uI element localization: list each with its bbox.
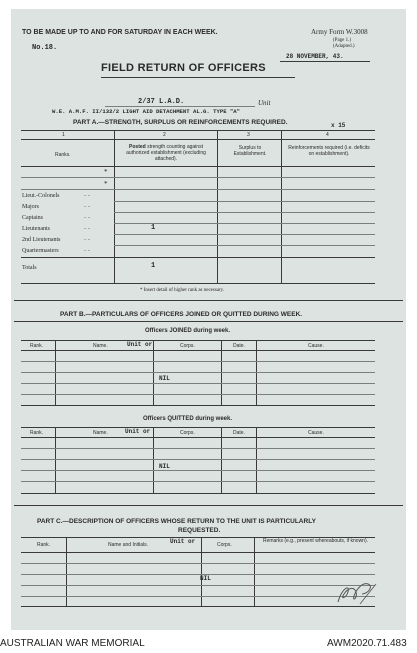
- part-a-title: PART A.—STRENGTH, SURPLUS OR REINFORCEMENTS REQUIRED.: [73, 119, 288, 126]
- part-c-separator: [14, 505, 403, 506]
- form-title: FIELD RETURN OF OFFICERS: [101, 62, 266, 74]
- star-1: *: [104, 168, 108, 176]
- rank-majors: Majors: [22, 204, 39, 210]
- joined-vline-3: [221, 340, 222, 406]
- joined-vline-1: [55, 340, 56, 406]
- joined-table-top: [21, 340, 375, 341]
- joined-header-rule: [21, 350, 375, 351]
- rank-quartermasters: Quartermasters: [22, 248, 59, 254]
- star-2: *: [104, 180, 108, 188]
- quitted-table-bottom: [21, 493, 375, 494]
- row-rule-6: [114, 234, 375, 235]
- totals-posted-value: 1: [151, 262, 156, 270]
- return-number: No.18.: [32, 44, 58, 52]
- joined-nil: NIL: [159, 375, 170, 382]
- dots-6: .. ..: [84, 248, 91, 253]
- joined-row-rule-1: [21, 361, 375, 362]
- col-number-2: 2: [163, 132, 166, 138]
- part-c-title-line1: PART C.—DESCRIPTION OF OFFICERS WHOSE RETURN TO THE UNIT IS PARTICULARLY: [37, 518, 316, 525]
- part-c-col-corps: Corps.: [217, 542, 232, 548]
- joined-col-name: Name.: [93, 343, 108, 349]
- joined-col-cause: Cause.: [308, 343, 324, 349]
- joined-col-rank: Rank.: [30, 343, 44, 349]
- part-a-vline-3: [281, 130, 282, 284]
- joined-col-date: Date.: [233, 343, 245, 349]
- row-rule-4: [114, 212, 375, 213]
- quitted-vline-3: [221, 427, 222, 494]
- date-underline: [280, 61, 370, 62]
- quitted-col-date: Date.: [233, 430, 245, 436]
- signature-mark: [332, 578, 382, 608]
- title-underline: [101, 77, 295, 78]
- rank-captains: Captains: [22, 215, 43, 221]
- unit-label: Unit: [258, 99, 271, 107]
- dots-1: .. ..: [84, 193, 91, 198]
- detachment-line: W.E. A.M.F. II/132/2 LIGHT AID DETACHMENT AL.G. TYPE "A": [52, 108, 240, 115]
- quitted-col-name: Name.: [93, 430, 108, 436]
- return-date: 28 NOVEMBER, 43.: [286, 53, 344, 60]
- part-c-col-remarks: Remarks (e.g., present whereabouts, if known).: [262, 538, 369, 544]
- quitted-header-rule: [21, 437, 375, 438]
- joined-col-corps: Corps.: [180, 343, 195, 349]
- joined-table-bottom: [21, 405, 375, 406]
- rank-lieutenants: Lieutenants: [22, 226, 50, 232]
- part-a-header-rule: [21, 166, 375, 167]
- row-rule-3: [114, 201, 375, 202]
- col-number-rule: [21, 139, 375, 140]
- col-number-1: 1: [62, 132, 65, 138]
- totals-label: Totals: [22, 265, 37, 271]
- part-b-separator: [14, 300, 403, 301]
- part-a-vline-1: [114, 130, 115, 284]
- quitted-vline-4: [256, 427, 257, 494]
- quitted-col-corps: Corps.: [180, 430, 195, 436]
- part-c-title-line2: REQUESTED.: [178, 527, 221, 534]
- part-c-row-rule-4: [21, 596, 375, 597]
- quitted-unit-or: Unit or: [125, 428, 151, 435]
- dots-2: .. ..: [84, 204, 91, 209]
- quitted-row-rule-4: [21, 481, 375, 482]
- joined-vline-4: [256, 340, 257, 406]
- col-posted-header: [117, 144, 215, 162]
- part-c-row-rule-3: [21, 585, 375, 586]
- totals-top-rule: [21, 257, 375, 258]
- joined-title: Officers JOINED during week.: [145, 328, 231, 334]
- col-ranks-header: Ranks.: [55, 152, 71, 158]
- joined-row-rule-4: [21, 394, 375, 395]
- part-b-title: PART B.—PARTICULARS OF OFFICERS JOINED OR QUITTED DURING WEEK.: [60, 311, 303, 318]
- part-a-bottom-rule: [21, 283, 375, 284]
- quitted-nil: NIL: [159, 463, 170, 470]
- row-rule-1: [21, 177, 375, 178]
- quitted-table-top: [21, 427, 375, 428]
- joined-row-rule-3: [21, 383, 375, 384]
- row-rule-2: [21, 189, 375, 190]
- joined-vline-2: [153, 340, 154, 406]
- quitted-vline-1: [55, 427, 56, 494]
- quitted-col-rank: Rank.: [30, 430, 44, 436]
- part-a-top-rule: [21, 130, 375, 131]
- part-c-col-rank: Rank.: [37, 542, 51, 548]
- dots-3: .. ..: [84, 215, 91, 220]
- quitted-row-rule-1: [21, 448, 375, 449]
- part-a-footnote: * Insert detail of higher rank as necessary.: [140, 288, 225, 293]
- rank-2nd-lieutenants: 2nd Lieutenants: [22, 237, 61, 243]
- joined-unit-or: Unit or: [127, 341, 153, 348]
- part-c-row-rule-2: [21, 574, 375, 575]
- part-c-unit-or: Unit or: [170, 538, 196, 545]
- dots-5: .. ..: [84, 237, 91, 242]
- lieutenants-posted-value: 1: [151, 224, 156, 232]
- col-number-4: 4: [326, 132, 329, 138]
- col-posted-bold: Posted: [129, 144, 146, 150]
- col-surplus-header: Surplus to Establishment.: [233, 145, 267, 157]
- quitted-vline-2: [153, 427, 154, 494]
- unit-value: 2/37 L.A.D.: [138, 98, 185, 106]
- part-c-col-name: Name and Initials.: [108, 542, 149, 548]
- form-adapted: (Adapted.): [333, 44, 355, 49]
- army-form-number: Army Form W.3008: [311, 28, 368, 36]
- rank-lieut-colonels: Lieut.-Colonels: [22, 193, 60, 199]
- col-number-3: 3: [247, 132, 250, 138]
- form-instruction: TO BE MADE UP TO AND FOR SATURDAY IN EACH WEEK.: [22, 29, 218, 36]
- quitted-col-cause: Cause.: [308, 430, 324, 436]
- form-page: (Page 1.): [333, 38, 352, 43]
- unit-dotted-line: [105, 106, 255, 107]
- col-posted-rest: strength counting against authorized establishment (excluding attached).: [126, 144, 206, 162]
- part-c-table-bottom: [21, 606, 375, 607]
- part-c-nil: NIL: [200, 575, 211, 582]
- part-a-vline-2: [217, 130, 218, 284]
- footer-accession: AWM2020.71.483: [327, 638, 407, 649]
- part-c-header-rule: [21, 552, 375, 553]
- col-reinforcements-header: Reinforcements required (i.e. deficits on establishment).: [288, 145, 370, 157]
- quitted-row-rule-2: [21, 459, 375, 460]
- row-rule-7: [114, 245, 375, 246]
- dots-4: .. ..: [84, 226, 91, 231]
- part-c-row-rule-1: [21, 563, 375, 564]
- footer-source: AUSTRALIAN WAR MEMORIAL: [0, 638, 145, 649]
- quitted-row-rule-3: [21, 470, 375, 471]
- part-b-title-rule: [14, 321, 403, 322]
- joined-row-rule-2: [21, 372, 375, 373]
- quitted-title: Officers QUITTED during week.: [143, 416, 233, 422]
- establishment-x15: x 15: [331, 122, 346, 129]
